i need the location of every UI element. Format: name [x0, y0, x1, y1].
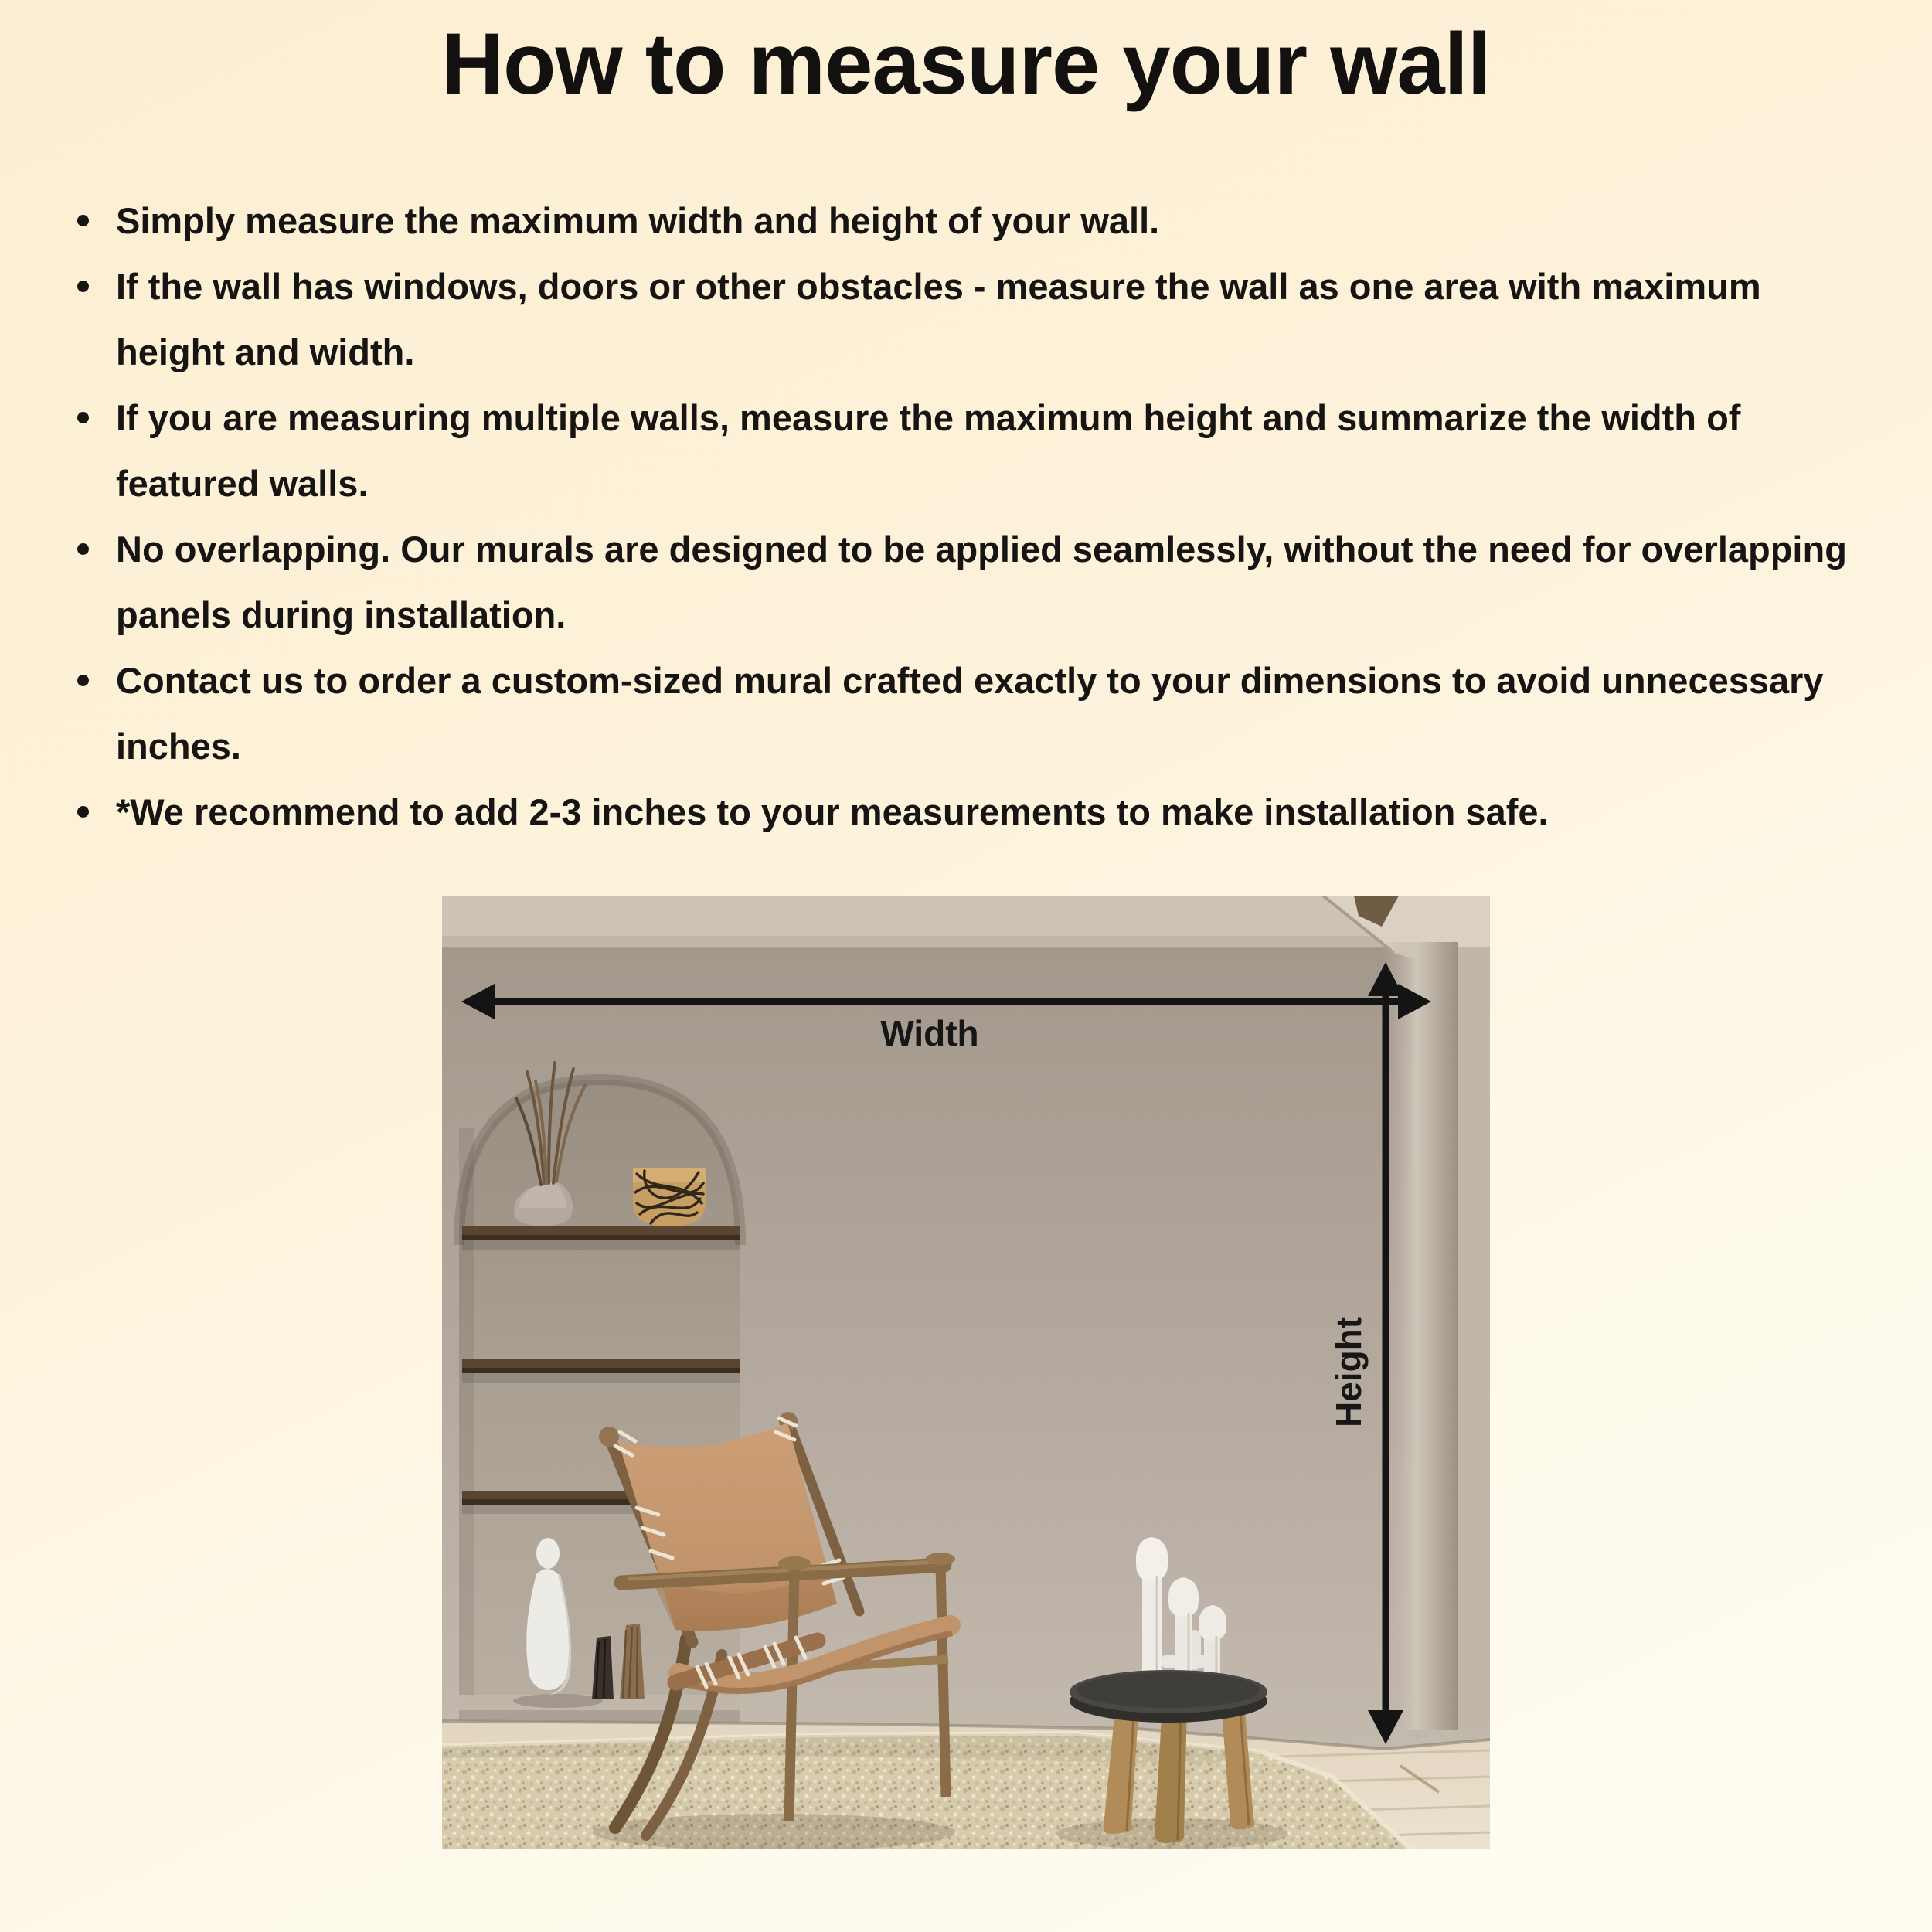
height-dimension-label: Height	[1328, 1316, 1369, 1427]
list-item: If you are measuring multiple walls, measure the maximum height and summarize the width of featured walls.	[76, 385, 1869, 516]
shelf	[462, 1359, 740, 1383]
room-photo	[442, 896, 1490, 1849]
page-title: How to measure your wall	[441, 15, 1491, 112]
shelf	[462, 1226, 740, 1250]
list-item: Simply measure the maximum width and height of your wall.	[76, 188, 1869, 253]
width-dimension-label: Width	[880, 1013, 979, 1053]
list-item: If the wall has windows, doors or other obstacles - measure the wall as one area with maximum height and width.	[76, 253, 1869, 385]
instructions-list	[76, 188, 1869, 845]
wall-corner	[1383, 942, 1490, 1730]
woven-vase	[633, 1168, 706, 1226]
list-item: Contact us to order a custom-sized mural crafted exactly to your dimensions to avoid unnecessary inches.	[76, 648, 1869, 779]
list-item: No overlapping. Our murals are designed to be applied seamlessly, without the need for overlapping panels during installation.	[76, 516, 1869, 648]
list-item: *We recommend to add 2-3 inches to your measurements to make installation safe.	[76, 779, 1869, 845]
